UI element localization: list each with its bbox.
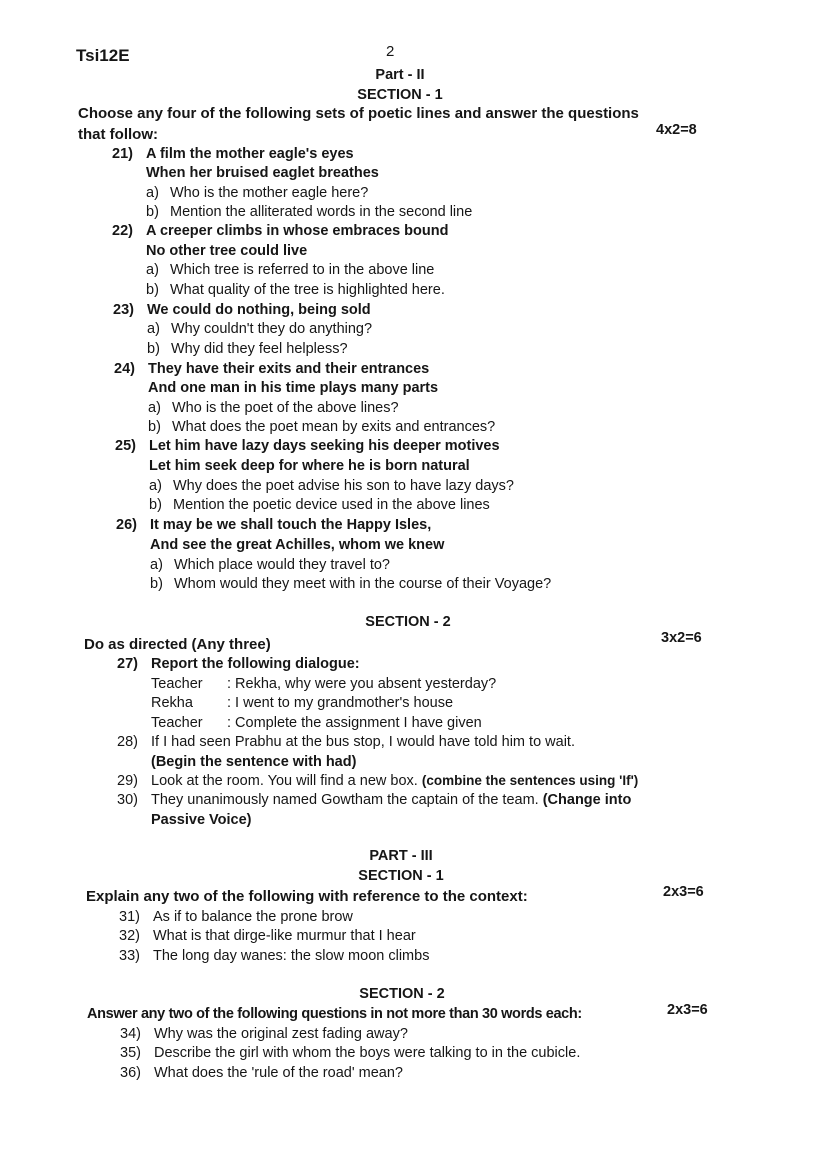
part-3-section-2-instruction: Answer any two of the following questions in not more than 30 words each: [87,1006,582,1022]
question-21-line-2: When her bruised eaglet breathes [146,165,379,181]
part-2-section-1-title: SECTION - 1 [357,87,443,103]
dialogue-line-2: Rekha : I went to my grandmother's house [151,695,454,711]
part-3-section-1-title: SECTION - 1 [358,868,444,884]
question-24-a: a) Who is the poet of the above lines? [148,400,399,416]
part-2-section-2-title: SECTION - 2 [365,614,451,630]
paper-code: Tsi12E [76,46,130,65]
question-33: 33) The long day wanes: the slow moon climbs [119,948,430,964]
question-25-line-2: Let him seek deep for where he is born natural [149,458,470,474]
question-26-a: a) Which place would they travel to? [150,557,390,573]
question-24: 24) They have their exits and their entrances [114,361,430,377]
question-34: 34) Why was the original zest fading away? [120,1026,408,1042]
part-2-title: Part - II [375,67,425,83]
question-26-b: b) Whom would they meet with in the course of their Voyage? [150,576,552,592]
part-2-section-2-marks: 3x2=6 [661,630,702,646]
question-35: 35) Describe the girl with whom the boys were talking to in the cubicle. [120,1045,581,1061]
question-29-note: (combine the sentences using 'If') [421,773,639,788]
part-2-section-1-instruction: Choose any four of the following sets of poetic lines and answer the questions [78,105,639,122]
part-2-section-1-instruction-cont: that follow: [78,126,158,143]
part-3-section-1-marks: 2x3=6 [663,884,704,900]
part-3-title: PART - III [369,848,433,864]
question-23-b: b) Why did they feel helpless? [147,341,348,357]
question-24-line-2: And one man in his time plays many parts [148,380,439,396]
question-23: 23) We could do nothing, being sold [113,302,371,318]
part-3-section-2-title: SECTION - 2 [359,986,445,1002]
question-25-a: a) Why does the poet advise his son to have lazy days? [149,478,514,494]
dialogue-line-3: Teacher : Complete the assignment I have given [151,715,482,731]
part-2-section-2-instruction: Do as directed (Any three) [84,636,271,653]
question-30-note-cont: Passive Voice) [151,812,252,828]
part-2-section-1-marks: 4x2=8 [656,122,697,138]
dialogue-line-1: Teacher : Rekha, why were you absent yesterday? [151,676,497,692]
question-22-line-2: No other tree could live [146,243,308,259]
question-26: 26) It may be we shall touch the Happy Isles, [116,517,432,533]
question-28-note: (Begin the sentence with had) [151,754,357,770]
question-24-b: b) What does the poet mean by exits and entrances? [148,419,496,435]
question-23-a: a) Why couldn't they do anything? [147,321,373,337]
question-29: 29) Look at the room. You will find a new box. (combine the sentences using 'If') [117,773,639,789]
question-22-a: a) Which tree is referred to in the above line [146,262,435,278]
question-25: 25) Let him have lazy days seeking his deeper motives [115,438,500,454]
question-22-b: b) What quality of the tree is highlighted here. [146,282,445,298]
part-3-section-1-instruction: Explain any two of the following with reference to the context: [86,888,528,905]
question-30: 30) They unanimously named Gowtham the captain of the team. (Change into [117,792,632,808]
question-32: 32) What is that dirge-like murmur that I hear [119,928,416,944]
question-21-a: a) Who is the mother eagle here? [146,185,369,201]
question-21: 21) A film the mother eagle's eyes [112,146,354,162]
question-26-line-2: And see the great Achilles, whom we knew [150,537,445,553]
question-22: 22) A creeper climbs in whose embraces bound [112,223,449,239]
question-31: 31) As if to balance the prone brow [119,909,353,925]
question-21-b: b) Mention the alliterated words in the second line [146,204,473,220]
question-36: 36) What does the 'rule of the road' mean? [120,1065,403,1081]
part-3-section-2-marks: 2x3=6 [667,1002,708,1018]
question-25-b: b) Mention the poetic device used in the above lines [149,497,490,513]
question-30-note: (Change into [542,792,632,808]
question-27: 27) Report the following dialogue: [117,656,360,672]
question-28: 28) If I had seen Prabhu at the bus stop, I would have told him to wait. [117,734,575,750]
page-number: 2 [386,43,395,60]
